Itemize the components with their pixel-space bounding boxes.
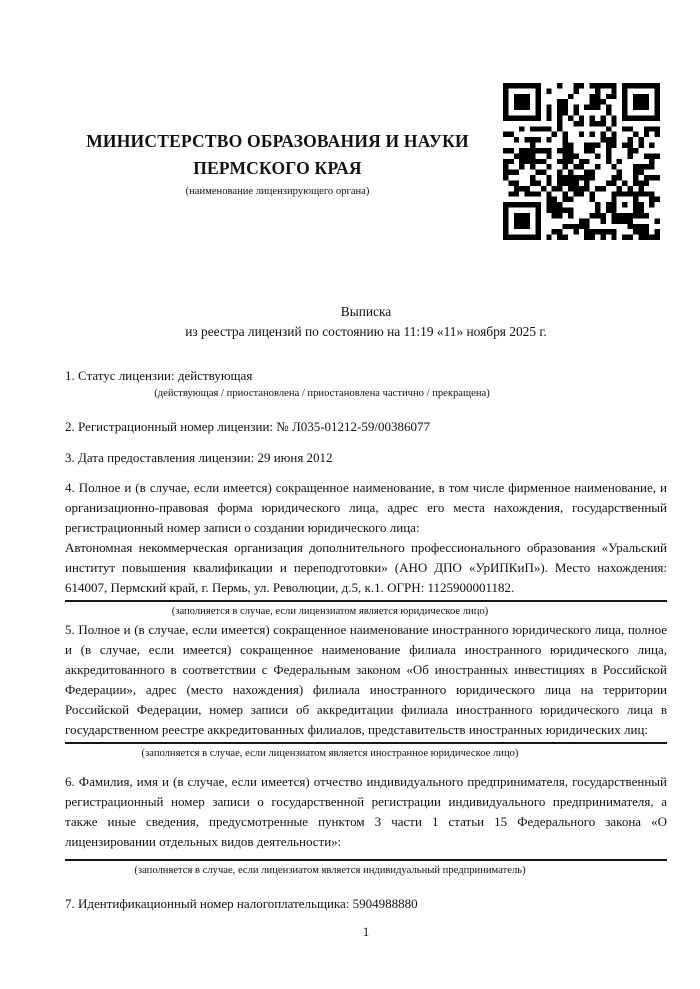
item-individual-entrepreneur (65, 772, 667, 878)
item-registration-number (65, 417, 667, 437)
ministry-header (65, 128, 490, 198)
legal-entity-caption: (заполняется в случае, если лицензиатом является юридическое лицо) (171, 606, 489, 617)
licensing-authority-caption: (наименование лицензирующего органа) (185, 186, 370, 197)
document-title-line2: из реестра лицензий по состоянию на 11:19 «11» ноября 2025 г. (185, 324, 547, 339)
taxpayer-number-text: 7. Идентификационный номер налогоплательщика: 5904988880 (65, 896, 418, 911)
item-license-date (65, 448, 667, 468)
registration-number-text: 2. Регистрационный номер лицензии: № Л035-01212-59/00386077 (65, 419, 431, 434)
page-number: 1 (362, 924, 370, 939)
legal-entity-label: 4. Полное и (в случае, если имеется) сокращенное наименование, в том числе фирменное наименование, и организационно-правовая форма юридического лица, адрес его места нахождения, государственный регистрационный номер записи о создании юридического лица: (65, 480, 667, 535)
legal-entity-rule (65, 600, 667, 602)
item-license-status (65, 366, 667, 401)
legal-entity-value: Автономная некоммерческая организация дополнительного профессионального образования «Уральский институт повышения квалификации и переподготовки» (АНО ДПО «УрИПКиП»). Место нахождения: 614007, Пермский край, г. Пермь, ул. Революции, д.5, к.1. ОГРН: 1125900001182. (65, 540, 667, 595)
license-status-options-caption: (действующая / приостановлена / приостановлена частично / прекращена) (154, 388, 490, 399)
document-title-line1: Выписка (340, 304, 392, 319)
foreign-entity-label: 5. Полное и (в случае, если имеется) сокращенное наименование иностранного юридического лица, полное и (в случае, если имеется) сокращенное наименование филиала иностранного юридического лица, аккредитованного в соответствии с Федеральным законом «Об иностранных инвестициях в Российской Федерации», адрес (место нахождения) филиала иностранного юридического лица на территории Российской Федерации, номер записи об аккредитации филиала иностранного юридического лица в государственном реестре аккредитованных филиалов, представительств иностранных юридических лиц: (65, 622, 667, 737)
foreign-entity-caption: (заполняется в случае, если лицензиатом является иностранное юридическое лицо) (141, 748, 519, 759)
item-taxpayer-number (65, 894, 667, 914)
document-title (65, 302, 667, 342)
individual-entrepreneur-caption: (заполняется в случае, если лицензиатом является индивидуальный предприниматель) (134, 865, 526, 876)
ministry-name-line1: МИНИСТЕРСТВО ОБРАЗОВАНИЯ И НАУКИ (86, 131, 469, 151)
foreign-entity-rule (65, 742, 667, 744)
individual-entrepreneur-rule (65, 859, 667, 861)
qr-code (503, 83, 660, 240)
item-foreign-entity (65, 620, 667, 761)
item-legal-entity (65, 478, 667, 619)
license-status-text: 1. Статус лицензии: действующая (65, 368, 253, 383)
individual-entrepreneur-label: 6. Фамилия, имя и (в случае, если имеется) отчество индивидуального предпринимателя, государственный регистрационный номер записи о государственной регистрации индивидуального предпринимателя, а также иные сведения, предусмотренные пунктом 3 части 1 статьи 15 Федерального закона «О лицензировании отдельных видов деятельности»: (65, 774, 667, 849)
ministry-name-line2: ПЕРМСКОГО КРАЯ (193, 158, 362, 178)
license-date-text: 3. Дата предоставления лицензии: 29 июня 2012 (65, 450, 333, 465)
